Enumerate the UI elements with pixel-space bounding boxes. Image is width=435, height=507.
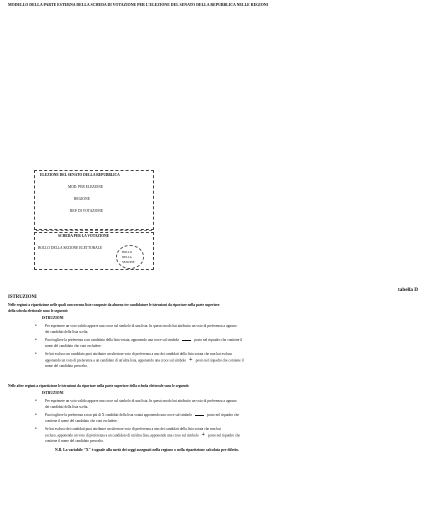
ballot-title: ELEZIONE DEL SENATO DELLA REPUBBLICA — [40, 173, 120, 177]
section1-bullet2-text: Puoi togliere la preferenza a un candidato della lista votata, apponendo una croce sul simbolo — [45, 338, 180, 342]
section2-bullet3-text: Se hai escluso dei candidati puoi attribuire un ulteriore voto di preferenza a uno dei candidati della lista votata che non hai — [45, 427, 221, 431]
stamp-text-2: DELLA — [122, 255, 132, 259]
ballot-illustration — [34, 170, 156, 270]
section1-intro-line2: della scheda elettorale sono le seguenti: — [8, 309, 68, 313]
section2-bullet1-text: Per esprimere un voto valido apporre una croce sul simbolo di una lista. In questo modo hai attribuito un voto di preferenza a ognuno — [45, 399, 237, 403]
section1-bullet2-text-b: posto nel riquadro che contiene il — [194, 338, 243, 342]
section1-bullet1: • Per esprimere un voto valido apporre una croce sul simbolo di una lista. In questo modo hai attribuito un voto di preferenza a ognuno — [35, 324, 237, 329]
document-header: MODELLO DELLA PARTE ESTERNA DELLA SCHEDA DI VOTAZIONE PER L'ELEZIONE DEL SENATO DELLA REPUBBLICA NELLE REGIONI — [8, 3, 269, 7]
section2-note: N.B. La variabile "X" è uguale alla metà dei seggi assegnati nella regione o nella ripartizione calcolata per difetto. — [55, 448, 239, 452]
section1-intro-line1: Nelle regioni a ripartizione nelle quali concorrono liste composte da almeno tre candidature le istruzioni da riportare nella parte superiore — [8, 303, 220, 307]
section2-bullet3-text-c: posto nel riquadro che — [207, 433, 241, 438]
section1-bullet3-cont2: nome del candidato prescelto. — [45, 364, 88, 368]
instructions-heading: ISTRUZIONI — [8, 295, 37, 300]
plus-icon: + — [201, 432, 205, 438]
section1-bullet2: • Puoi togliere la preferenza a un candidato della lista votata, apponendo una croce sul simbolo posto nel riquadro che contiene il — [35, 338, 243, 343]
section2-subheading: ISTRUZIONI — [42, 391, 64, 395]
section2-bullet3: • Se hai escluso dei candidati puoi attribuire un ulteriore voto di preferenza a uno dei candidati della lista votata che non hai — [35, 427, 221, 432]
section2-bullet2-text: Puoi togliere la preferenza a non più di X candidati della lista votata apponendo una croce sul simbolo — [45, 413, 192, 417]
ballot-stamp-label: BOLLO DELLA SEZIONE ELETTORALE — [38, 246, 103, 250]
section1-bullet3-text: Se hai escluso un candidato puoi attribuire un ulteriore voto di preferenza a uno dei candidati della lista votata che non hai escluso — [45, 352, 233, 356]
ballot-rep-line: REP. DI VOTAZIONE — [70, 209, 104, 213]
section2-bullet2-cont: contiene il nome del candidato che vuoi escludere. — [45, 419, 118, 423]
stamp-text-3: SEZIONE — [122, 260, 135, 264]
section1-bullet3-text-c: posto nel riquadro che contiene il — [195, 358, 244, 363]
section2-bullet2: • Puoi togliere la preferenza a non più di X candidati della lista votata apponendo una croce sul simbolo posto nel riquadro che — [35, 413, 240, 418]
section2-bullet3-text-b: escluso, apponendo un voto di preferenza a un candidato di un'altra lista, apponendo una croce sul simbolo — [45, 433, 199, 438]
section1-bullet1-cont: dei candidati della lista scelta. — [45, 330, 89, 334]
plus-icon: + — [189, 357, 193, 363]
section2-bullet1: • Per esprimere un voto valido apporre una croce sul simbolo di una lista. In questo modo hai attribuito un voto di preferenza a ognuno — [35, 399, 237, 404]
section2-intro: Nelle altre regioni a ripartizione le istruzioni da riportare nella parte superiore della scheda elettorale sono le seguenti: — [8, 384, 190, 388]
ballot-region-line: REGIONE — [74, 197, 90, 201]
exclusion-dash-icon — [182, 340, 191, 341]
exclusion-dash-icon — [195, 415, 204, 416]
section1-bullet3-text-b: apponendo un voto di preferenza a un candidato di un'altra lista, apponendo una croce sul simbolo — [45, 358, 187, 363]
ballot-separator — [36, 230, 152, 231]
table-label: tabella D — [398, 287, 419, 293]
ballot-scheda-title: SCHEDA PER LA VOTAZIONE — [58, 234, 110, 238]
section2-bullet1-cont: dei candidati della lista scelta. — [45, 405, 89, 409]
section1-bullet3: • Se hai escluso un candidato puoi attribuire un ulteriore voto di preferenza a uno dei candidati della lista votata che non hai escluso — [35, 352, 233, 357]
section2-bullet2-text-b: posto nel riquadro che — [207, 413, 240, 417]
section1-bullet1-text: Per esprimere un voto valido apporre una croce sul simbolo di una lista. In questo modo hai attribuito un voto di preferenza a ognuno — [45, 324, 237, 328]
stamp-text-1: BOLLO — [122, 250, 132, 254]
ballot-upper-panel — [34, 170, 154, 230]
section1-bullet2-cont: nome del candidato che vuoi escludere. — [45, 344, 102, 348]
section1-subheading: ISTRUZIONI — [42, 316, 64, 320]
ballot-model-line: MOD. PER ELEZIONE — [68, 185, 104, 189]
section2-bullet3-cont2: contiene il nome del candidato prescelto. — [45, 439, 104, 443]
